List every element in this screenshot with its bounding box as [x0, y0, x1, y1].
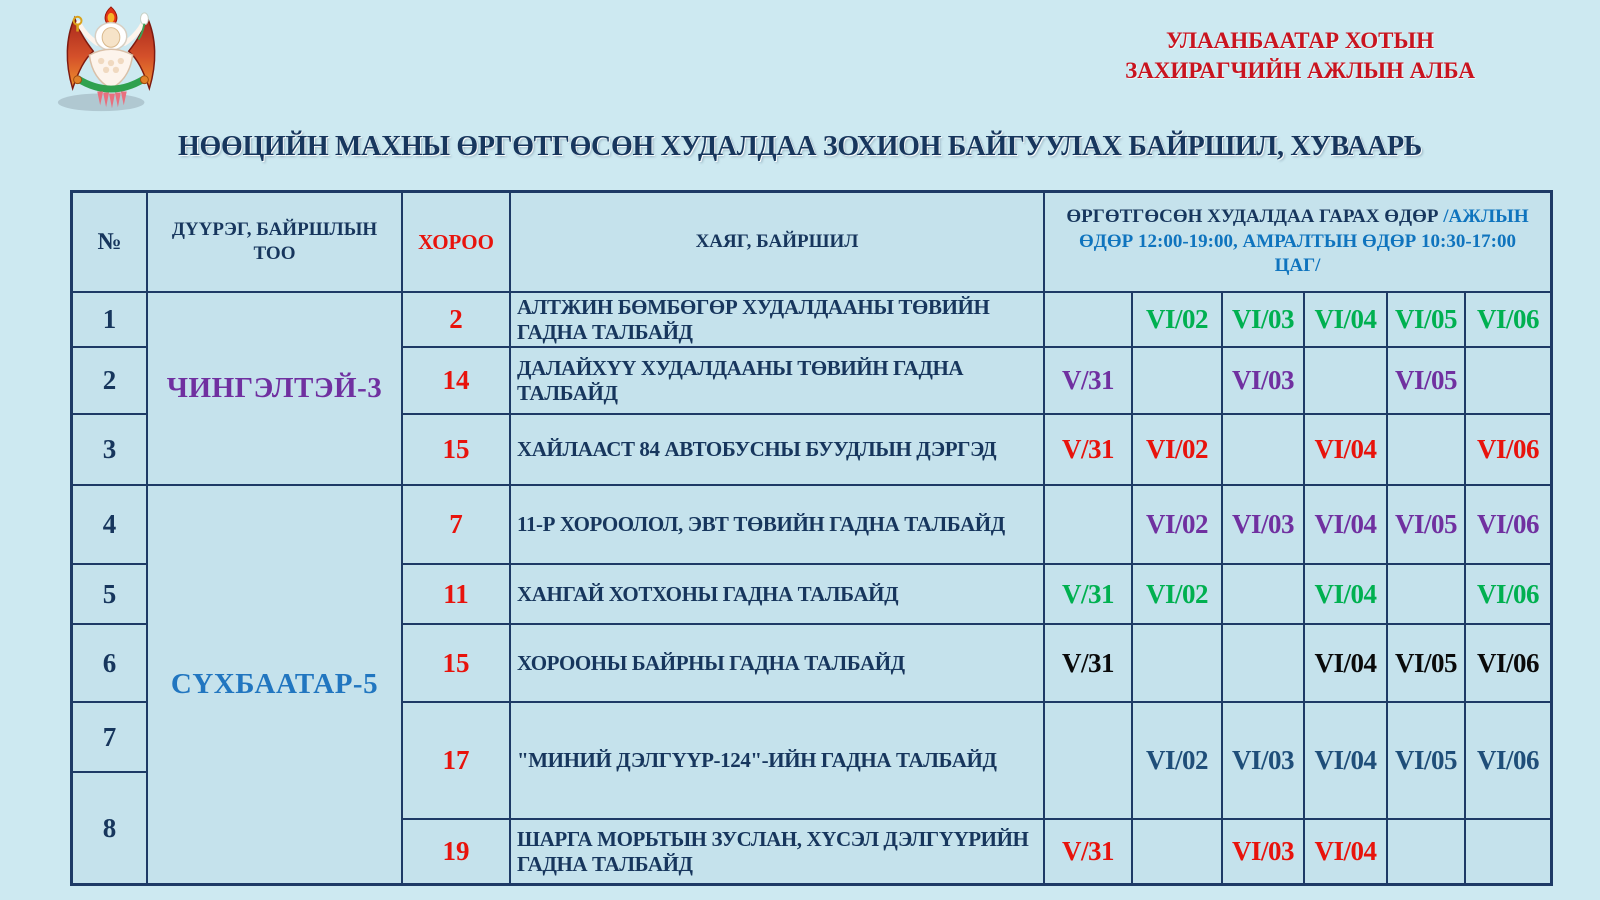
row-number-cell: 1 — [72, 292, 147, 347]
date-cell: VI/04 — [1304, 819, 1387, 884]
date-cell — [1465, 819, 1551, 884]
row-number-cell: 2 — [72, 347, 147, 414]
date-cell: VI/05 — [1387, 624, 1465, 702]
date-cell: V/31 — [1044, 347, 1132, 414]
row-number-cell: 8 — [72, 772, 147, 884]
date-cell — [1132, 819, 1222, 884]
date-cell: VI/05 — [1387, 347, 1465, 414]
org-title-line1: УЛААНБААТАР ХОТЫН — [1166, 28, 1434, 53]
date-cell: VI/04 — [1304, 414, 1387, 485]
date-cell — [1222, 624, 1304, 702]
date-cell: VI/05 — [1387, 702, 1465, 819]
date-cell: VI/05 — [1387, 292, 1465, 347]
khoroo-cell: 17 — [402, 702, 510, 819]
header-address: ХАЯГ, БАЙРШИЛ — [510, 192, 1044, 292]
date-cell: VI/04 — [1304, 292, 1387, 347]
date-cell — [1044, 702, 1132, 819]
address-cell: "МИНИЙ ДЭЛГҮҮР-124"-ИЙН ГАДНА ТАЛБАЙД — [510, 702, 1044, 819]
date-cell: VI/06 — [1465, 485, 1551, 564]
date-cell: VI/06 — [1465, 414, 1551, 485]
date-cell — [1044, 485, 1132, 564]
address-cell: ШАРГА МОРЬТЫН ЗУСЛАН, ХҮСЭЛ ДЭЛГҮҮРИЙН ГАДНА ТАЛБАЙД — [510, 819, 1044, 884]
row-number-cell: 5 — [72, 564, 147, 624]
date-cell — [1132, 624, 1222, 702]
address-cell: ХАЙЛААСТ 84 АВТОБУСНЫ БУУДЛЫН ДЭРГЭД — [510, 414, 1044, 485]
date-cell — [1304, 347, 1387, 414]
address-cell: ДАЛАЙХҮҮ ХУДАЛДААНЫ ТӨВИЙН ГАДНА ТАЛБАЙД — [510, 347, 1044, 414]
date-cell: VI/04 — [1304, 485, 1387, 564]
date-cell — [1387, 819, 1465, 884]
header-schedule — [1044, 192, 1551, 292]
date-cell: VI/06 — [1465, 564, 1551, 624]
address-cell: ХАНГАЙ ХОТХОНЫ ГАДНА ТАЛБАЙД — [510, 564, 1044, 624]
date-cell — [1465, 347, 1551, 414]
date-cell: V/31 — [1044, 624, 1132, 702]
date-cell: VI/03 — [1222, 702, 1304, 819]
row-number-cell: 4 — [72, 485, 147, 564]
khoroo-cell: 7 — [402, 485, 510, 564]
date-cell: VI/03 — [1222, 292, 1304, 347]
header-khoroo: ХОРОО — [402, 192, 510, 292]
date-cell — [1222, 414, 1304, 485]
date-cell: VI/02 — [1132, 564, 1222, 624]
row-number-cell: 3 — [72, 414, 147, 485]
date-cell — [1044, 292, 1132, 347]
address-cell: ХОРООНЫ БАЙРНЫ ГАДНА ТАЛБАЙД — [510, 624, 1044, 702]
header-schedule-note: /АЖЛЫН ӨДӨР 12:00-19:00, АМРАЛТЫН ӨДӨР 10:30-17:00 ЦАГ/ — [1079, 205, 1529, 277]
date-cell: VI/02 — [1132, 414, 1222, 485]
khoroo-cell: 19 — [402, 819, 510, 884]
date-cell — [1387, 564, 1465, 624]
date-cell: VI/02 — [1132, 702, 1222, 819]
header-schedule-main: ӨРГӨТГӨСӨН ХУДАЛДАА ГАРАХ ӨДӨР — [1066, 205, 1439, 227]
khoroo-cell: 11 — [402, 564, 510, 624]
date-cell: V/31 — [1044, 414, 1132, 485]
header-district: ДҮҮРЭГ, БАЙРШЛЫН ТОО — [147, 192, 402, 292]
date-cell: VI/03 — [1222, 347, 1304, 414]
date-cell: VI/05 — [1387, 485, 1465, 564]
ulaanbaatar-city-emblem-logo — [52, 4, 170, 122]
date-cell: VI/06 — [1465, 702, 1551, 819]
date-cell: V/31 — [1044, 564, 1132, 624]
date-cell: VI/03 — [1222, 819, 1304, 884]
date-cell: VI/04 — [1304, 564, 1387, 624]
khoroo-cell: 15 — [402, 624, 510, 702]
district-cell-chingeltei: ЧИНГЭЛТЭЙ-3 — [147, 292, 402, 485]
khoroo-cell: 2 — [402, 292, 510, 347]
date-cell: VI/03 — [1222, 485, 1304, 564]
date-cell — [1132, 347, 1222, 414]
khoroo-cell: 14 — [402, 347, 510, 414]
address-cell: 11-Р ХОРООЛОЛ, ЭВТ ТӨВИЙН ГАДНА ТАЛБАЙД — [510, 485, 1044, 564]
date-cell: VI/04 — [1304, 624, 1387, 702]
date-cell: VI/06 — [1465, 624, 1551, 702]
row-number-cell: 7 — [72, 702, 147, 772]
date-cell: VI/04 — [1304, 702, 1387, 819]
row-number-cell: 6 — [72, 624, 147, 702]
date-cell: VI/02 — [1132, 485, 1222, 564]
khoroo-cell: 15 — [402, 414, 510, 485]
garuda-emblem-icon — [52, 4, 170, 122]
address-cell: АЛТЖИН БӨМБӨГӨР ХУДАЛДААНЫ ТӨВИЙН ГАДНА ТАЛБАЙД — [510, 292, 1044, 347]
schedule-table — [70, 190, 1553, 886]
date-cell: VI/06 — [1465, 292, 1551, 347]
date-cell — [1387, 414, 1465, 485]
organization-title — [1050, 26, 1550, 87]
district-cell-sukhbaatar: СҮХБААТАР-5 — [147, 485, 402, 884]
date-cell — [1222, 564, 1304, 624]
header-schedule-text — [1055, 205, 1540, 279]
page-title: НӨӨЦИЙН МАХНЫ ӨРГӨТГӨСӨН ХУДАЛДАА ЗОХИОН БАЙГУУЛАХ БАЙРШИЛ, ХУВААРЬ — [178, 131, 1422, 162]
org-title-line2: ЗАХИРАГЧИЙН АЖЛЫН АЛБА — [1125, 58, 1475, 84]
date-cell: V/31 — [1044, 819, 1132, 884]
header-no: № — [72, 192, 147, 292]
date-cell: VI/02 — [1132, 292, 1222, 347]
